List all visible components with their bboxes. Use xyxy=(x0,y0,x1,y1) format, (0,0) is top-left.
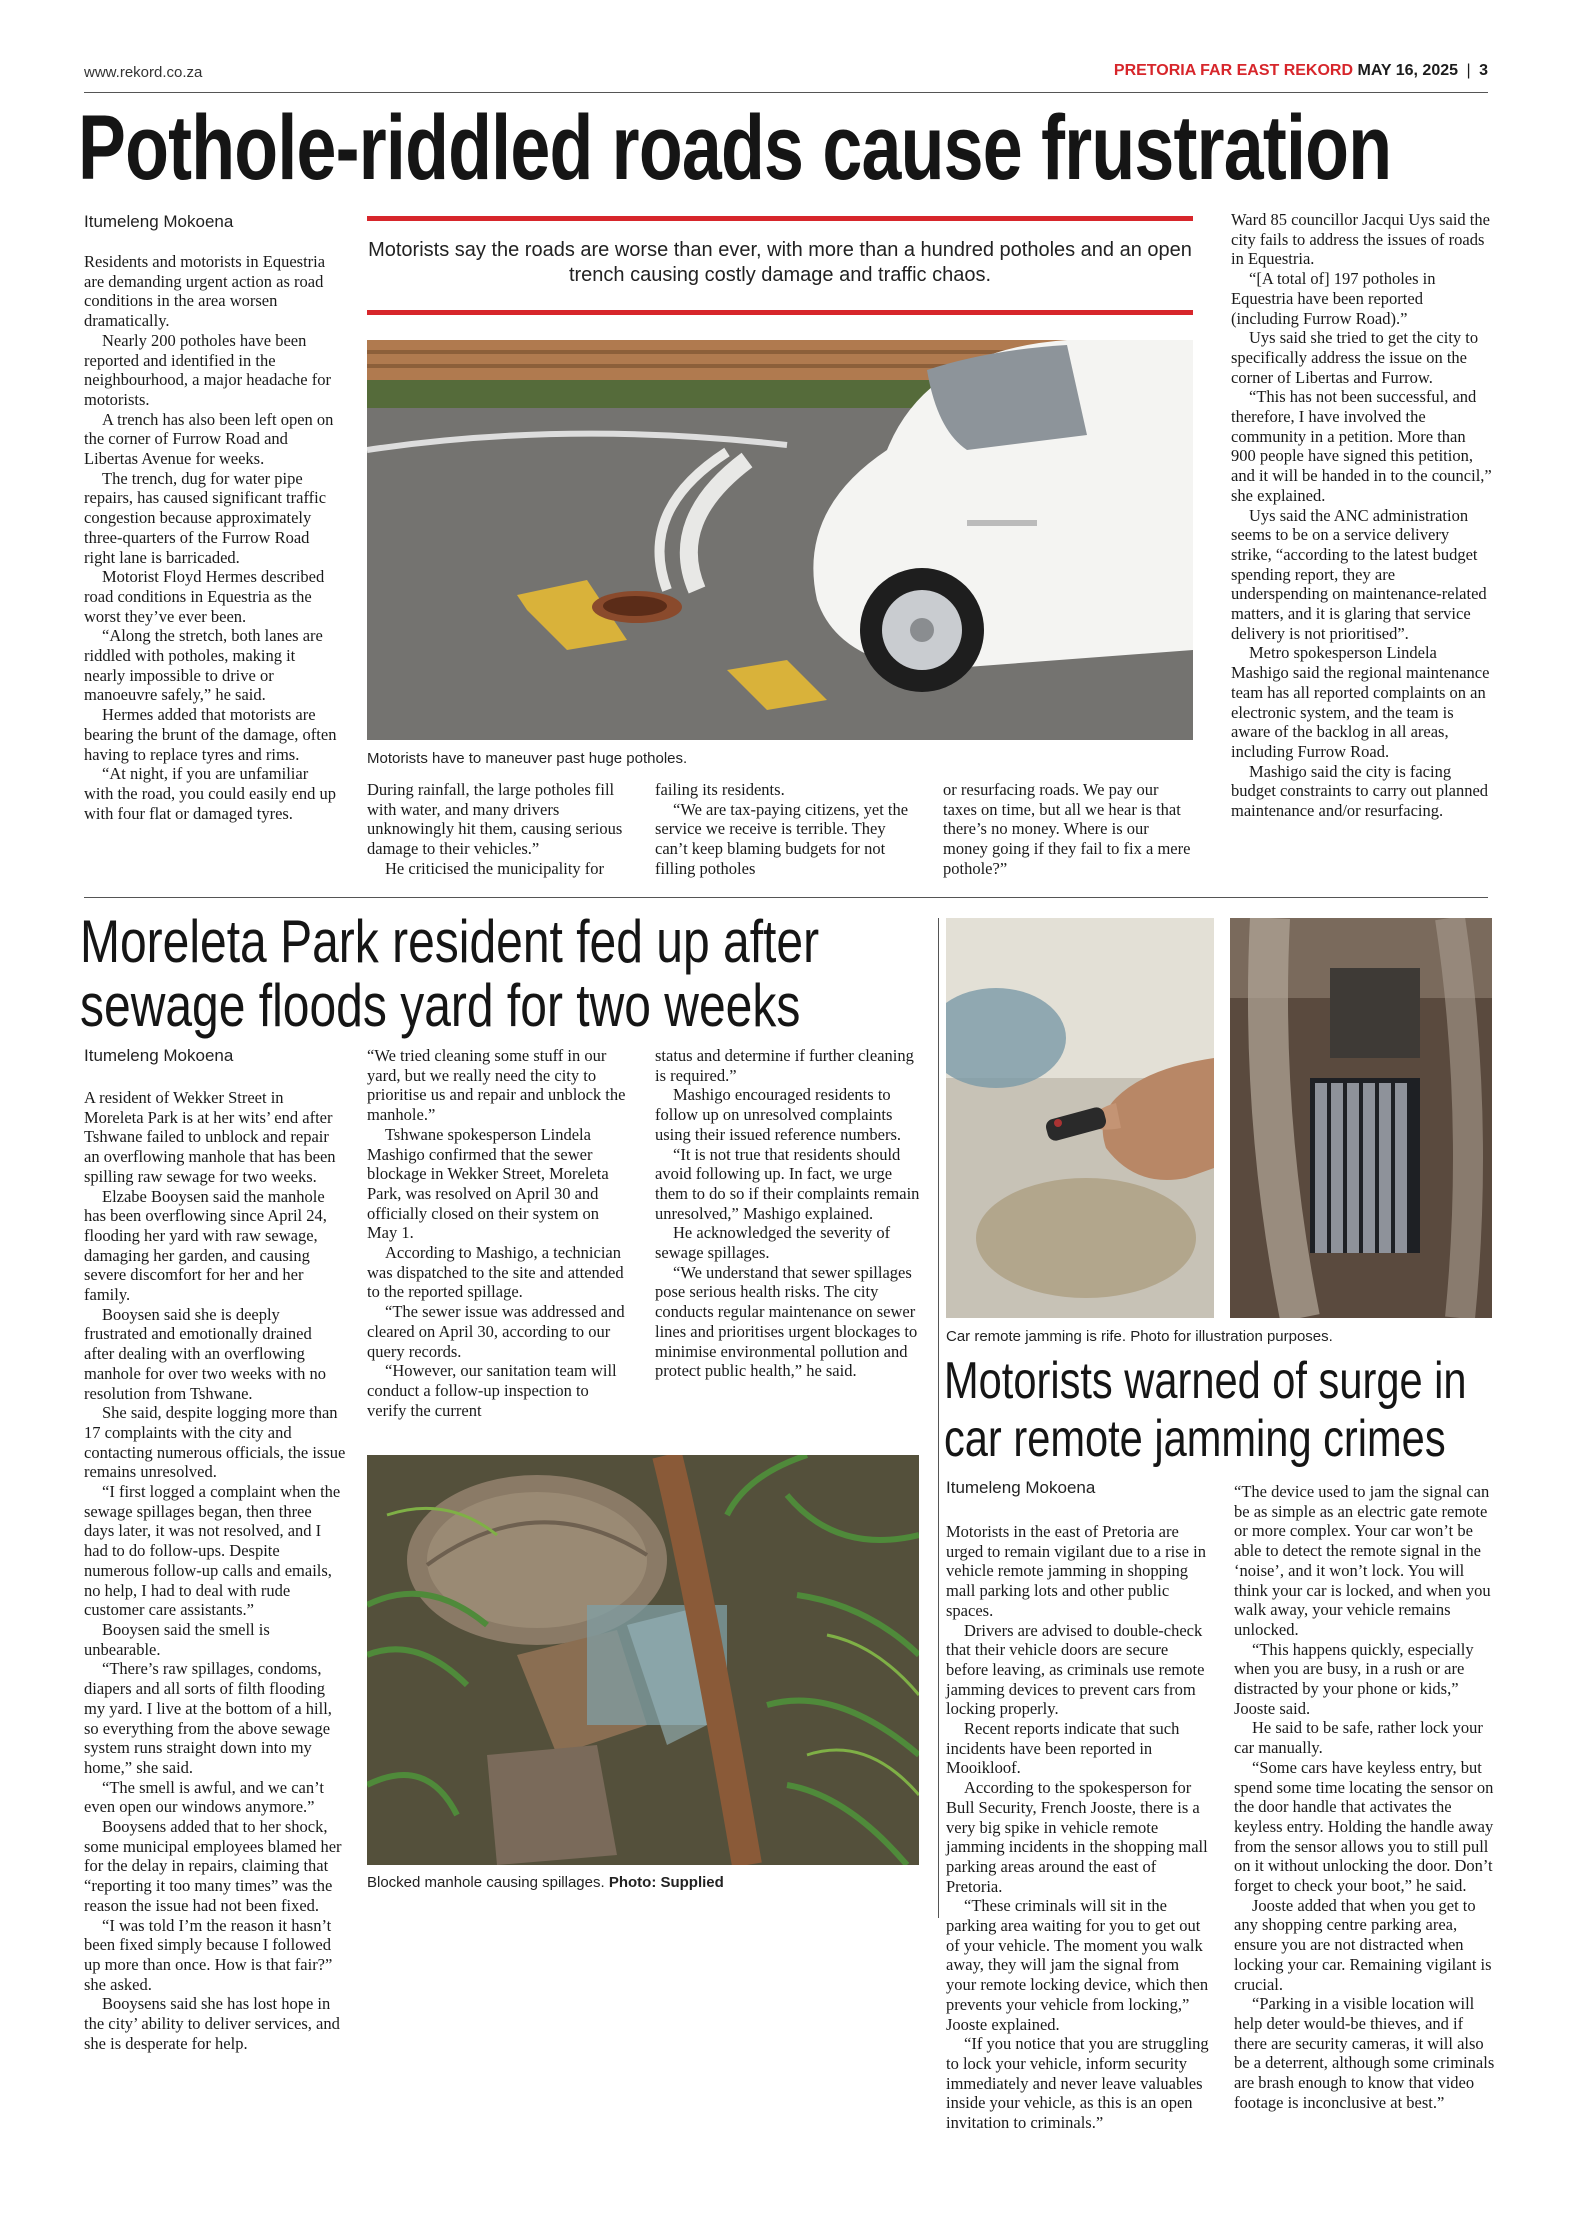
paragraph: “We understand that sewer spillages pose serious health risks. The city conducts regular maintenance on sewer lines and prioritises urgent blockages to minimise environmental pollution and protect public health,” he said. xyxy=(655,1262,918,1381)
paragraph: Booysen said she is deeply frustrated and emotionally drained after dealing with an overflowing manhole for over two weeks with no resolution from Tshwane. xyxy=(84,1304,326,1403)
photo-caption: Motorists have to maneuver past huge potholes. xyxy=(367,750,688,767)
paragraph: Tshwane spokesperson Lindela Mashigo confirmed that the sewer blockage in Wekker Street, Moreleta Park, was resolved on April 30 and officially closed on their system on May 1. xyxy=(367,1124,609,1243)
paragraph: Uys said she tried to get the city to specifically address the issue on the corner of Libertas and Furrow. xyxy=(1231,328,1479,387)
paragraph: Booysen said the smell is unbearable. xyxy=(84,1619,270,1659)
article-column xyxy=(84,252,339,823)
article-standfirst: Motorists say the roads are worse than ever, with more than a hundred potholes and an open trench causing costly damage and traffic chaos. xyxy=(368,239,1192,286)
publication-name: PRETORIA FAR EAST REKORD xyxy=(1113,62,1354,79)
article-column xyxy=(655,780,917,879)
paragraph: “Some cars have keyless entry, but spend some time locating the sensor on the door handle that activates the keyless entry. Holding the handle away from the sensor allows you to still pull on it without unlocking the door. Don’t forget to check your boot,” he said. xyxy=(1234,1757,1494,1896)
header-separator: | xyxy=(1466,62,1471,79)
standfirst-rule-top xyxy=(367,216,1193,221)
paragraph: “There’s raw spillages, condoms, diapers and all sorts of filth flooding my yard. I live at the bottom of a hill, so everything from the above sewage system runs straight down into my home,” she said. xyxy=(84,1659,332,1777)
paragraph: “If you notice that you are struggling to lock your vehicle, inform security immediately and never leave valuables inside your vehicle, as this is an open invitation to criminals.” xyxy=(946,2034,1209,2133)
paragraph: or resurfacing roads. We pay our taxes on time, but all we hear is that there’s no money. Where is our money going if they fail to fix a mere pothole?” xyxy=(943,780,1191,878)
paragraph: Uys said the ANC administration seems to be on a service delivery strike, “according to the latest budget spending report, they are underspending on maintenance-related matters, and it is glaring that service delivery is not prioritised”. xyxy=(1231,505,1487,643)
paragraph: “Along the stretch, both lanes are riddled with potholes, making it nearly impossible to drive or manoeuvre safely,” he said. xyxy=(84,626,323,705)
headline-line: Motorists warned of surge in xyxy=(944,1352,1467,1410)
standfirst-rule-bottom xyxy=(367,310,1193,315)
section-rule xyxy=(84,897,1488,898)
paragraph: According to the spokesperson for Bull Security, French Jooste, there is a very big spike in vehicle remote jamming incidents in the shopping mall parking areas around the east of Pretoria. xyxy=(946,1778,1208,1896)
car-remote-photo xyxy=(946,918,1214,1318)
article-column xyxy=(1231,210,1493,821)
paragraph: “We tried cleaning some stuff in our yard, but we really need the city to prioritise us and repair and unblock the manhole.” xyxy=(367,1046,626,1125)
paragraph: Ward 85 councillor Jacqui Uys said the city fails to address the issues of roads in Equestria. xyxy=(1231,210,1490,269)
headline-line: Moreleta Park resident fed up after xyxy=(80,908,820,975)
paragraph: Mashigo said the city is facing budget constraints to carry out planned maintenance and/or resurfacing. xyxy=(1231,761,1489,821)
paragraph: “The device used to jam the signal can be as simple as an electric gate remote or more complex. Your car won’t be able to detect the remote signal in the ‘noise’, and it won’t lock. You will think your car is locked, and when you walk away, your vehicle remains unlocked. xyxy=(1234,1482,1491,1639)
paragraph: Booysens said she has lost hope in the city’ ability to deliver services, and she is desperate for help. xyxy=(84,1994,340,2053)
website-url: www.rekord.co.za xyxy=(84,64,203,81)
paragraph: “The smell is awful, and we can’t even open our windows anymore.” xyxy=(84,1777,324,1817)
article-headline xyxy=(80,908,820,1039)
headline-line: sewage floods yard for two weeks xyxy=(80,972,801,1039)
paragraph: “I first logged a complaint when the sewage spillages began, then three days later, it was not resolved, and I had to do follow-ups. Despite numerous follow-up calls and emails, no help, I had to deal with rude customer care assistants.” xyxy=(84,1482,341,1620)
caption-text: Blocked manhole causing spillages. xyxy=(367,1874,605,1891)
paragraph: Booysens added that to her shock, some municipal employees blamed her for the delay in repairs, claiming that “reporting it too many times” was the reason the issue had not been fixed. xyxy=(84,1817,342,1915)
manhole-photo xyxy=(367,1455,919,1865)
paragraph: During rainfall, the large potholes fill with water, and many drivers unknowingly hit them, causing serious damage to their vehicles.” xyxy=(367,780,623,859)
issue-date: MAY 16, 2025 xyxy=(1357,62,1459,79)
paragraph: Recent reports indicate that such incidents have been reported in Mooikloof. xyxy=(946,1719,1180,1778)
paragraph: Drivers are advised to double-check that their vehicle doors are secure before leaving, as criminals use remote jamming devices to prevent cars from locking properly. xyxy=(946,1620,1205,1719)
photo-caption: Car remote jamming is rife. Photo for illustration purposes. xyxy=(946,1328,1333,1345)
paragraph: Motorist Floyd Hermes described road conditions in Equestria as the worst they’ve ever been. xyxy=(84,567,325,626)
paragraph: “We are tax-paying citizens, yet the service we receive is terrible. They can’t keep blaming budgets for not filling potholes xyxy=(655,799,909,878)
pothole-photo xyxy=(367,340,1193,740)
paragraph: “I was told I’m the reason it hasn’t been fixed simply because I followed up more than once. How is that fair?” she asked. xyxy=(84,1915,333,1994)
paragraph: “It is not true that residents should avoid following up. In fact, we urge them to do so if their complaints remain unresolved,” Mashigo explained. xyxy=(655,1144,920,1223)
paragraph: “[A total of] 197 potholes in Equestria have been reported (including Furrow Road).” xyxy=(1231,269,1436,328)
article-headline xyxy=(944,1352,1488,1468)
article-headline: Pothole-riddled roads cause frustration xyxy=(78,97,1392,199)
article-column xyxy=(655,1046,925,1381)
paragraph: Jooste added that when you get to any shopping centre parking area, ensure you are not distracted when locking your car. Remaining vigilant is crucial. xyxy=(1234,1895,1492,1994)
article-column xyxy=(84,1088,346,2053)
jamming-device-photo xyxy=(1230,918,1492,1318)
paragraph: Residents and motorists in Equestria are demanding urgent action as road conditions in the area worsen dramatically. xyxy=(84,252,326,331)
article-byline: Itumeleng Mokoena xyxy=(84,1046,234,1065)
photo-credit: Photo: Supplied xyxy=(608,1874,724,1891)
photo-caption xyxy=(367,1874,724,1891)
paragraph: He criticised the municipality for xyxy=(385,858,605,878)
article-byline: Itumeleng Mokoena xyxy=(84,212,234,231)
paragraph: “At night, if you are unfamiliar with the road, you could easily end up with four flat or damaged tyres. xyxy=(84,764,337,823)
article-column xyxy=(946,1522,1212,2133)
paragraph: He said to be safe, rather lock your car manually. xyxy=(1234,1718,1483,1758)
paragraph: status and determine if further cleaning is required.” xyxy=(655,1046,914,1085)
headline-line: car remote jamming crimes xyxy=(944,1410,1446,1468)
article-byline: Itumeleng Mokoena xyxy=(946,1478,1096,1497)
paragraph: “These criminals will sit in the parking area waiting for you to get out of your vehicle. The moment you walk away, they will jam the signal from your remote locking device, which then prevents your vehicle from locking,” Jooste explained. xyxy=(946,1896,1209,2034)
page-header xyxy=(1114,62,1488,80)
article-column xyxy=(1234,1482,1496,2113)
paragraph: “This happens quickly, especially when you are busy, in a rush or are distracted by your phone or kids,” Jooste said. xyxy=(1234,1639,1474,1718)
paragraph: “The sewer issue was addressed and cleared on April 30, according to our query records. xyxy=(367,1302,625,1361)
paragraph: Metro spokesperson Lindela Mashigo said the regional maintenance team has all reported complaints on an electronic system, and the team is aware of the backlog in all areas, including Furrow Road. xyxy=(1231,643,1490,761)
column-divider xyxy=(938,918,939,1918)
paragraph: “However, our sanitation team will conduct a follow-up inspection to verify the current xyxy=(367,1361,617,1420)
paragraph: “This has not been successful, and therefore, I have involved the community in a petition. More than 900 people have signed this petition, and it will be handed in to the council,” she explained. xyxy=(1231,387,1492,505)
paragraph: He acknowledged the severity of sewage spillages. xyxy=(655,1223,891,1263)
page-number: 3 xyxy=(1479,62,1488,79)
paragraph: Nearly 200 potholes have been reported and identified in the neighbourhood, a major headache for motorists. xyxy=(84,330,331,409)
paragraph: Mashigo encouraged residents to follow up on unresolved complaints using their issued reference numbers. xyxy=(655,1085,902,1144)
header-rule xyxy=(84,92,1488,93)
paragraph: Hermes added that motorists are bearing the brunt of the damage, often having to replace tyres and rims. xyxy=(84,705,337,764)
paragraph: failing its residents. xyxy=(655,780,785,799)
paragraph: “Parking in a visible location will help deter would-be thieves, and if there are security cameras, it will also be a deterrent, although some criminals are brash enough to know that video footage is inconclusive at best.” xyxy=(1234,1994,1495,2112)
paragraph: A trench has also been left open on the corner of Furrow Road and Libertas Avenue for weeks. xyxy=(84,409,334,469)
article-column xyxy=(367,1046,629,1420)
paragraph: According to Mashigo, a technician was dispatched to the site and attended to the reported spillage. xyxy=(367,1243,624,1302)
article-column xyxy=(367,780,629,879)
paragraph: Elzabe Booysen said the manhole has been overflowing since April 24, flooding her yard with raw sewage, damaging her garden, and causing severe discomfort for her and her family. xyxy=(84,1186,327,1305)
paragraph: A resident of Wekker Street in Moreleta Park is at her wits’ end after Tshwane failed to unblock and repair an overflowing manhole that has been spilling raw sewage for two weeks. xyxy=(84,1088,336,1186)
paragraph: The trench, dug for water pipe repairs, has caused significant traffic congestion because approximately three-quarters of the Furrow Road right lane is barricaded. xyxy=(84,468,327,567)
article-column xyxy=(943,780,1193,879)
paragraph: She said, despite logging more than 17 complaints with the city and contacting numerous officials, the issue remains unresolved. xyxy=(84,1403,346,1482)
paragraph: Motorists in the east of Pretoria are urged to remain vigilant due to a rise in vehicle remote jamming in shopping mall parking lots and other public spaces. xyxy=(946,1522,1206,1620)
